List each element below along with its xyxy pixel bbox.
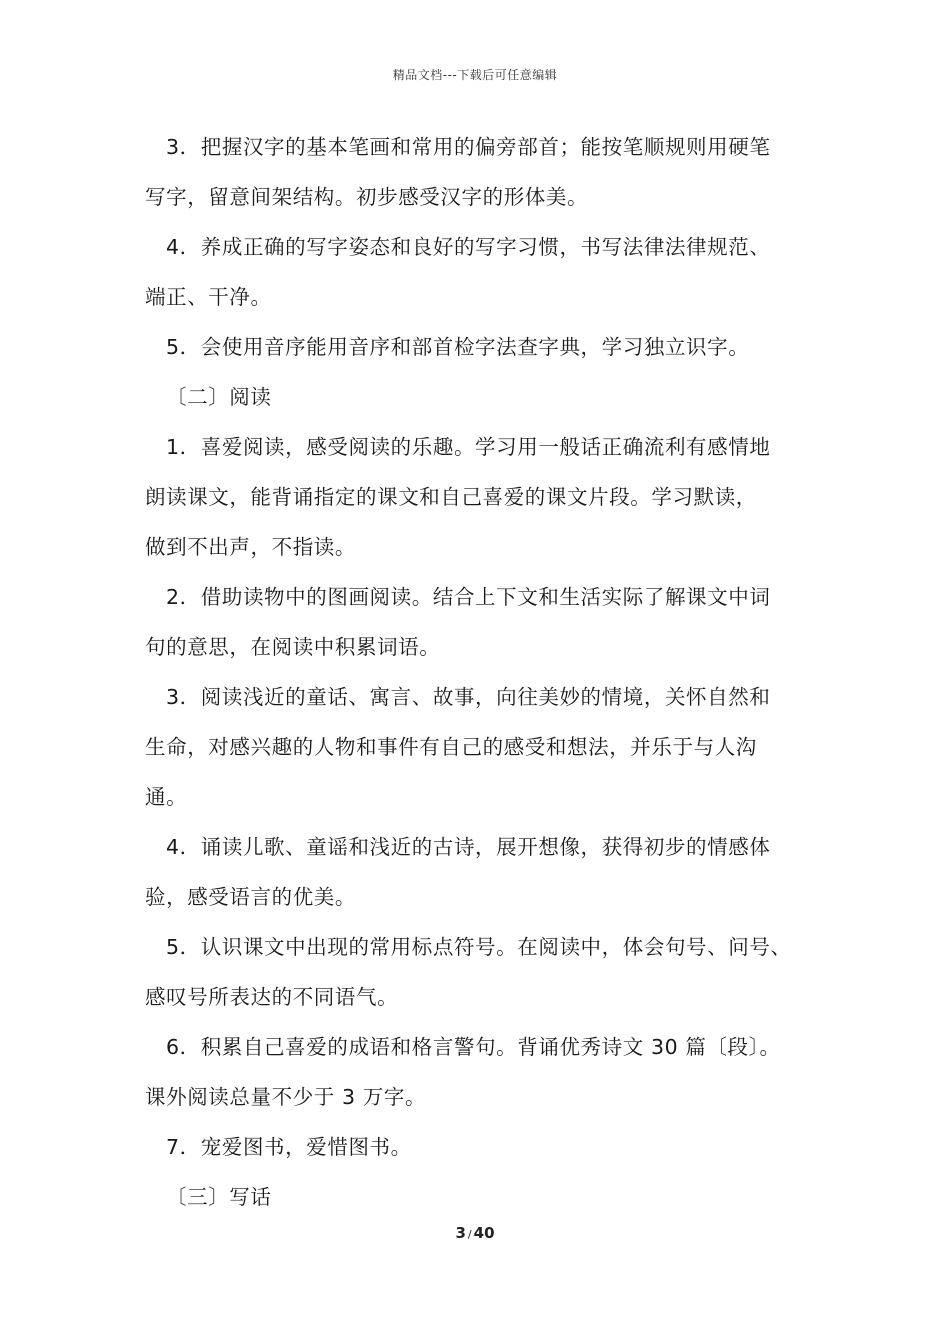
text-line: 通。	[145, 785, 188, 809]
text-line: 6．积累自己喜爱的成语和格言警句。背诵优秀诗文 30 篇〔段〕。	[166, 1035, 781, 1059]
text-line: 2．借助读物中的图画阅读。结合上下文和生活实际了解课文中词	[166, 585, 771, 609]
text-line: 端正、干净。	[145, 285, 272, 309]
text-line: 生命，对感兴趣的人物和事件有自己的感受和想法，并乐于与人沟	[145, 735, 757, 759]
text-line: 写字，留意间架结构。初步感受汉字的形体美。	[145, 185, 589, 209]
text-line: 3．阅读浅近的童话、寓言、故事，向往美妙的情境，关怀自然和	[166, 685, 771, 709]
page-separator: /	[467, 1228, 472, 1241]
current-page: 3	[455, 1224, 466, 1242]
text-line: 朗读课文，能背诵指定的课文和自己喜爱的课文片段。学习默读，	[145, 485, 757, 509]
section-heading: 〔三〕写话	[166, 1185, 272, 1209]
text-line: 3．把握汉字的基本笔画和常用的偏旁部首；能按笔顺规则用硬笔	[166, 135, 771, 159]
text-line: 课外阅读总量不少于 3 万字。	[145, 1085, 427, 1109]
text-line: 5．认识课文中出现的常用标点符号。在阅读中，体会句号、问号、	[166, 935, 792, 959]
text-line: 做到不出声，不指读。	[145, 535, 356, 559]
page-number	[0, 1224, 950, 1242]
text-line: 4．诵读儿歌、童谣和浅近的古诗，展开想像，获得初步的情感体	[166, 835, 771, 859]
page-header: 精品文档---下载后可任意编辑	[392, 68, 558, 82]
text-line: 1．喜爱阅读，感受阅读的乐趣。学习用一般话正确流利有感情地	[166, 435, 771, 459]
total-pages: 40	[473, 1224, 495, 1242]
section-heading: 〔二〕阅读	[166, 385, 272, 409]
text-line: 验，感受语言的优美。	[145, 885, 356, 909]
text-line: 句的意思，在阅读中积累词语。	[145, 635, 441, 659]
text-line: 4．养成正确的写字姿态和良好的写字习惯，书写法律法律规范、	[166, 235, 771, 259]
text-line: 感叹号所表达的不同语气。	[145, 985, 399, 1009]
text-line: 7．宠爱图书，爱惜图书。	[166, 1135, 412, 1159]
text-line: 5．会使用音序能用音序和部首检字法查字典，学习独立识字。	[166, 335, 750, 359]
